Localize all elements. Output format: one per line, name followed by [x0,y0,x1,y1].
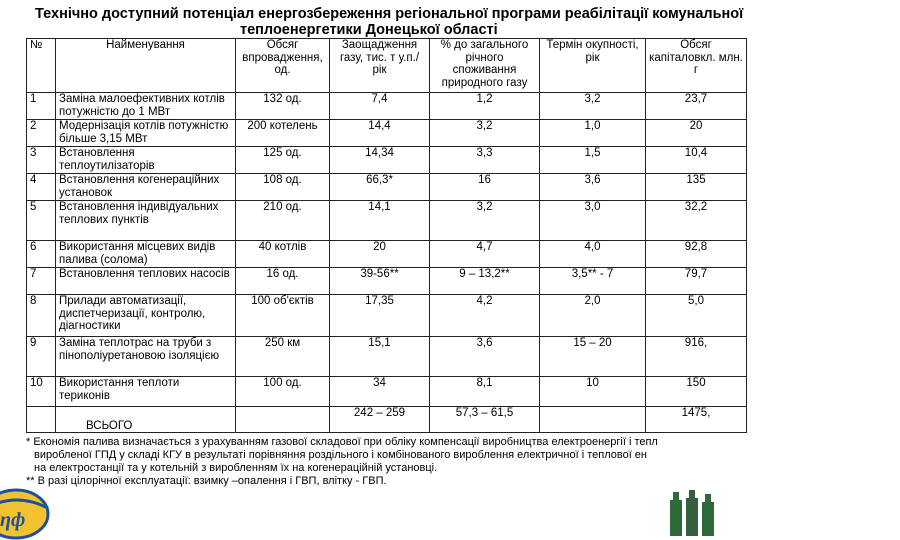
row-capital: 5,0 [646,295,747,337]
row-percent: 16 [430,174,540,201]
row-name: Встановлення індивідуальних теплових пунктів [56,201,236,241]
row-volume: 132 од. [236,93,330,120]
row-savings: 34 [330,377,430,407]
row-number: 7 [27,268,56,295]
table-row [27,295,747,337]
row-number: 10 [27,377,56,407]
footnote-2: ** В разі цілорічної експлуатації: взимку –опалення і ГВП, влітку - ГВП. [26,475,387,487]
row-name: Використання теплоти териконів [56,377,236,407]
row-capital: 135 [646,174,747,201]
row-capital: 92,8 [646,241,747,268]
row-volume: 100 од. [236,377,330,407]
table-row [27,241,747,268]
row-payback: 4,0 [540,241,646,268]
row-volume: 100 об'єктів [236,295,330,337]
row-name: Заміна теплотрас на труби з пінополіуретановою ізоляцією [56,337,236,377]
row-capital: 23,7 [646,93,747,120]
row-capital: 79,7 [646,268,747,295]
table-row [27,93,747,120]
savings-table [26,38,747,433]
row-number: 8 [27,295,56,337]
row-volume: 16 од. [236,268,330,295]
row-savings: 66,3* [330,174,430,201]
row-payback: 3,6 [540,174,646,201]
footnote-1-line-1: * Економія палива визначається з урахуванням газової складової при обліку компенсації виробництва електроенергії і тепл [26,436,658,448]
row-capital: 150 [646,377,747,407]
header-number: № [27,39,56,93]
table-row [27,268,747,295]
row-capital: 32,2 [646,201,747,241]
row-savings: 14,4 [330,120,430,147]
row-savings: 39-56** [330,268,430,295]
row-number: 3 [27,147,56,174]
row-name: Встановлення теплових насосів [56,268,236,295]
header-percent: % до загального річного споживання природного газу [430,39,540,93]
row-payback: 10 [540,377,646,407]
row-payback: 3,2 [540,93,646,120]
row-number: 2 [27,120,56,147]
row-savings: 7,4 [330,93,430,120]
row-savings: 15,1 [330,337,430,377]
table-row [27,201,747,241]
header-savings: Заощадження газу, тис. т у.п./рік [330,39,430,93]
title-line-1: Технічно доступний потенціал енергозбереження регіональної програми реабілітації комунальної [35,6,744,22]
row-number: 1 [27,93,56,120]
footnote-1-line-2: виробленої ГПД у складі КГУ в результаті порівняння роздільного і комбінованого вироблення електричної і теплової ен [34,449,648,461]
table-row [27,174,747,201]
row-volume: 40 котлів [236,241,330,268]
row-savings: 17,35 [330,295,430,337]
row-name: Встановлення теплоутилізаторів [56,147,236,174]
title-line-2: теплоенергетики Донецької області [240,22,498,38]
row-number: 6 [27,241,56,268]
row-name: Модернізація котлів потужністю більше 3,15 МВт [56,120,236,147]
table-row [27,337,747,377]
row-payback: 15 – 20 [540,337,646,377]
row-percent: 8,1 [430,377,540,407]
row-name: Використання місцевих видів палива (солома) [56,241,236,268]
footnotes [26,436,726,488]
table-header-row [27,39,747,93]
row-percent: 3,3 [430,147,540,174]
row-percent: 3,2 [430,201,540,241]
row-number: 4 [27,174,56,201]
total-row [27,407,747,433]
row-volume: 250 км [236,337,330,377]
row-payback: 1,0 [540,120,646,147]
table-row [27,120,747,147]
table-row [27,377,747,407]
row-number: 9 [27,337,56,377]
organization-logo [0,478,52,540]
row-savings: 14,1 [330,201,430,241]
row-capital: 20 [646,120,747,147]
row-name: Встановлення когенераційних установок [56,174,236,201]
total-capital: 1475, [646,407,747,433]
row-payback: 2,0 [540,295,646,337]
row-capital: 916, [646,337,747,377]
header-payback: Термін окупності, рік [540,39,646,93]
row-savings: 20 [330,241,430,268]
total-label: ВСЬОГО [56,407,236,433]
row-percent: 9 – 13,2** [430,268,540,295]
header-capital: Обсяг капіталовкл. млн. г [646,39,747,93]
row-payback: 1,5 [540,147,646,174]
row-percent: 4,2 [430,295,540,337]
row-volume: 200 котелень [236,120,330,147]
row-volume: 210 од. [236,201,330,241]
row-percent: 1,2 [430,93,540,120]
row-payback: 3,5** - 7 [540,268,646,295]
logo-text: ηф [0,509,26,531]
row-payback: 3,0 [540,201,646,241]
row-capital: 10,4 [646,147,747,174]
row-percent: 3,6 [430,337,540,377]
row-number: 5 [27,201,56,241]
row-percent: 4,7 [430,241,540,268]
row-name: Прилади автоматизації, диспетчеризації, контролю, діагностики [56,295,236,337]
total-savings: 242 – 259 [330,407,430,433]
header-name: Найменування [56,39,236,93]
row-percent: 3,2 [430,120,540,147]
total-percent: 57,3 – 61,5 [430,407,540,433]
row-name: Заміна малоефективних котлів потужністю до 1 МВт [56,93,236,120]
row-volume: 125 од. [236,147,330,174]
bottles-icon [668,490,718,536]
row-volume: 108 од. [236,174,330,201]
row-savings: 14,34 [330,147,430,174]
table-row [27,147,747,174]
header-volume: Обсяг впровадження, од. [236,39,330,93]
footnote-1-line-3: на електростанції та у котельній з виробленням їх на когенераційній установці. [34,462,438,474]
